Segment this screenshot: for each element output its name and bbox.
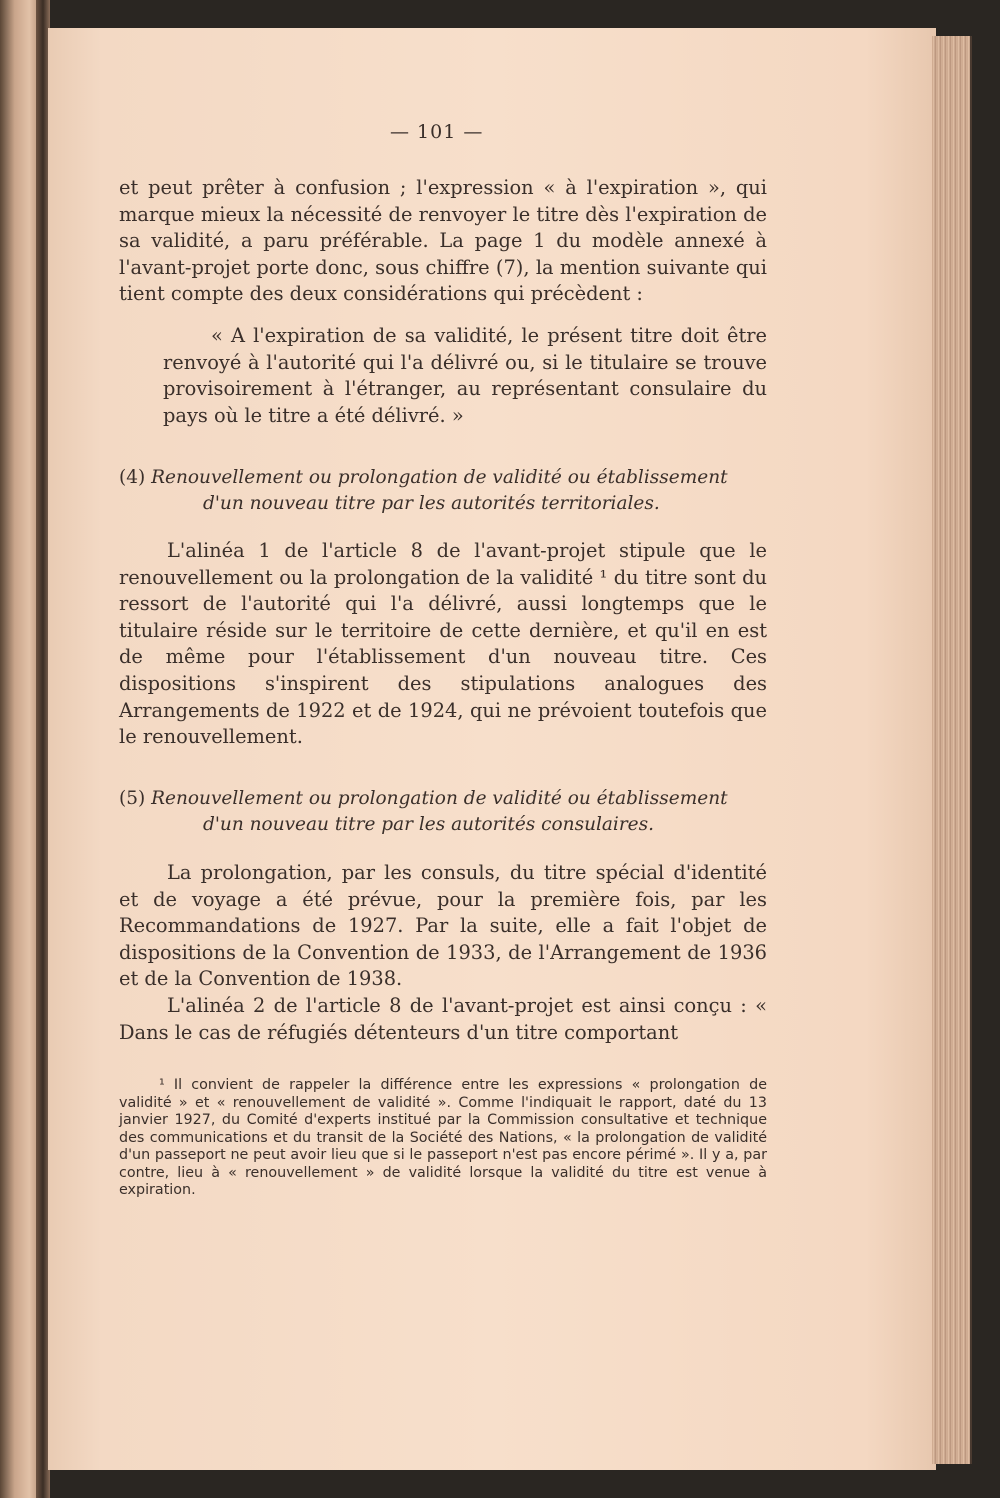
section-heading-5 <box>119 786 779 813</box>
footnote-text: ¹ Il convient de rappeler la différence entre les expressions « prolongation de validité » et « renouvellement de validité ». Comme l'indiquait le rapport, daté du 13 janvier 1927, du Comité d'experts institué par la Commission consultative et technique des communications et du transit de la Société des Nations, « la prolongation de validité d'un passeport ne peut avoir lieu que si le passeport n'est pas encore périmé ». Il y a, par contre, lieu à « renouvellement » de validité lorsque la validité du titre est venue à expiration. <box>119 1077 767 1198</box>
section-number: (4) <box>119 467 146 488</box>
paragraph-article-8-alinea-1: L'alinéa 1 de l'article 8 de l'avant-projet stipule que le renouvellement ou la prolongation de la validité ¹ du titre sont du ressort de l'autorité qui l'a délivré, aussi longtemps que le titulaire réside sur le territoire de cette dernière, et qu'il en est de même pour l'établissement d'un nouveau titre. Ces dispositions s'inspirent des stipulations analogues des Arrangements de 1922 et de 1924, qui ne prévoient toutefois que le renouvellement. <box>119 539 767 749</box>
paragraph-consular-prolongation: La prolongation, par les consuls, du titre spécial d'identité et de voyage a été prévue, pour la première fois, par les Recommandations de 1927. Par la suite, elle a fait l'objet de dispositions de la Convention de 1933, de l'Arrangement de 1936 et de la Convention de 1938. <box>119 861 767 991</box>
paragraph-continuation: et peut prêter à confusion ; l'expression « à l'expiration », qui marque mieux la nécessité de renvoyer le titre dès l'expiration de sa validité, a paru préférable. La page 1 du modèle annexé à l'avant-projet porte donc, sous chiffre (7), la mention suivante qui tient compte des deux considérations qui précèdent : <box>119 176 767 306</box>
section-number: (5) <box>119 788 146 809</box>
section-title-line1: Renouvellement ou prolongation de validité ou établissement <box>151 467 728 488</box>
section-heading-4 <box>119 465 779 492</box>
paragraph-article-8-alinea-2: L'alinéa 2 de l'article 8 de l'avant-projet est ainsi conçu : « Dans le cas de réfugiés détenteurs d'un titre comportant <box>119 994 767 1044</box>
section-title-line1: Renouvellement ou prolongation de validité ou établissement <box>151 788 728 809</box>
page-number: — 101 — <box>390 121 484 143</box>
footnote <box>119 1077 767 1200</box>
quoted-mention: « A l'expiration de sa validité, le présent titre doit être renvoyé à l'autorité qui l'a délivré ou, si le titulaire se trouve provisoirement à l'étranger, au représentant consulaire du pays où le titre a été délivré. » <box>163 324 767 427</box>
page-stack-edge <box>932 36 972 1464</box>
section-title-line2: d'un nouveau titre par les autorités consulaires. <box>203 814 655 835</box>
section-title-line2: d'un nouveau titre par les autorités territoriales. <box>203 493 660 514</box>
section-heading-4-line2 <box>203 491 763 518</box>
section-heading-5-line2 <box>203 812 763 839</box>
